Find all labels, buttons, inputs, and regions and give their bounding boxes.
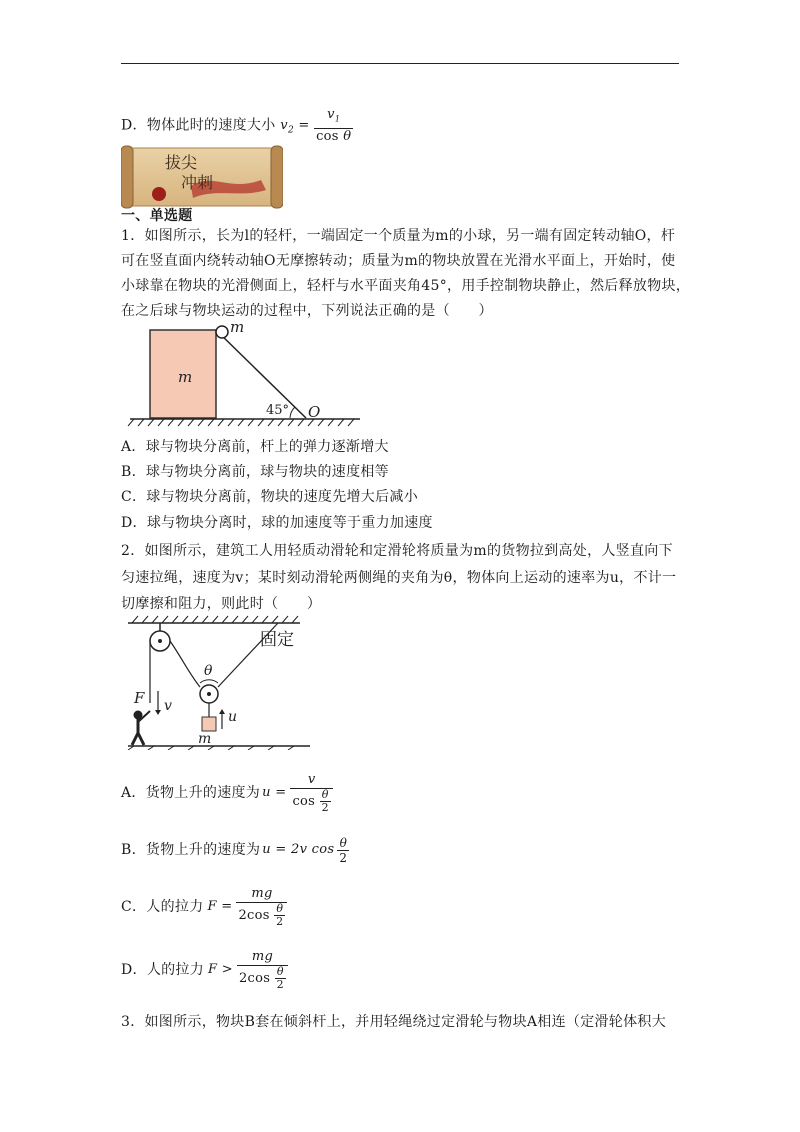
prev-option-d <box>121 107 353 145</box>
q2-option-d-den-den: 2 <box>276 978 284 991</box>
q2-line1: 2．如图所示，建筑工人用轻质动滑轮和定滑轮将质量为m的货物拉到高处，人竖直向下 <box>121 543 673 559</box>
q1-option-b: B．球与物块分离前，球与物块的速度相等 <box>121 464 389 480</box>
q2-option-d-lhs: F > <box>208 962 233 977</box>
q2-option-c-text: C．人的拉力 <box>121 899 204 915</box>
theta-label: θ <box>204 663 213 679</box>
formula-den-cos: cos <box>316 128 339 144</box>
q1-figure <box>120 320 370 430</box>
q2-option-c-lhs: F = <box>207 899 233 914</box>
q1-line3: 小球靠在物块的光滑侧面上，轻杆与水平面夹角45°，用手控制物块静止，然后释放物块， <box>121 278 691 294</box>
q2-option-a-den: cos <box>292 794 316 809</box>
q2-option-c <box>121 882 287 932</box>
q1-option-d: D．球与物块分离时，球的加速度等于重力加速度 <box>121 515 433 531</box>
scroll-icon <box>121 142 283 212</box>
formula-den-theta: θ <box>343 128 352 144</box>
worker-icon <box>132 711 150 745</box>
cargo <box>202 717 216 731</box>
pivot-label: O <box>308 403 321 421</box>
q2-option-a-text: A．货物上升的速度为 <box>121 785 261 801</box>
prev-option-d-label: D．物体此时的速度大小 <box>121 117 276 134</box>
formula-eq: = <box>298 118 310 134</box>
section-title: 一、单选题 <box>121 208 193 224</box>
rod-block-diagram <box>120 320 370 430</box>
v-label: v <box>164 698 172 714</box>
q1-option-c: C．球与物块分离前，物块的速度先增大后减小 <box>121 489 419 505</box>
q2-option-c-den-num: θ <box>274 903 285 916</box>
q2-option-d-frac <box>237 949 288 991</box>
prev-option-d-formula <box>280 107 353 144</box>
q2-option-a-frac <box>290 772 332 814</box>
ball-label: m <box>230 320 245 336</box>
q2-option-b-frac-den: 2 <box>339 850 348 865</box>
q2-option-b-frac-num: θ <box>337 836 349 851</box>
q2-option-d-den: 2cos <box>238 971 271 986</box>
header-rule <box>121 63 679 64</box>
angle-label: 45° <box>266 403 290 418</box>
q2-option-a <box>121 768 333 818</box>
q2-option-c-den: 2cos <box>238 908 270 923</box>
q1-line1: 1．如图所示，长为l的轻杆，一端固定一个质量为m的小球，另一端有固定转动轴O，杆 <box>121 228 676 244</box>
q2-option-b <box>121 830 349 870</box>
q2-option-d-text: D．人的拉力 <box>121 962 205 978</box>
q3-line1: 3．如图所示，物块B套在倾斜杆上，并用轻绳绕过定滑轮与物块A相连（定滑轮体积大 <box>121 1014 667 1030</box>
formula-sub-2: 2 <box>287 125 294 136</box>
banner-scroll <box>121 142 283 212</box>
q2-option-b-frac <box>337 836 349 865</box>
q2-option-d-den-num: θ <box>275 966 286 979</box>
angle-arc <box>290 407 295 418</box>
fixed-label: 固定 <box>260 630 294 650</box>
formula-fraction <box>314 107 353 145</box>
ceiling-hatch <box>132 616 298 623</box>
ball <box>216 326 228 338</box>
cargo-label: m <box>198 731 212 747</box>
q2-option-b-expr: u = 2v cos <box>262 842 335 857</box>
q2-line2: 匀速拉绳，速度为v；某时刻动滑轮两侧绳的夹角为θ，物体向上运动的速率为u，不计一 <box>121 570 677 586</box>
q2-option-a-den-den: 2 <box>321 801 329 814</box>
q2-option-d-num: mg <box>237 949 288 966</box>
formula-num: v <box>327 107 335 122</box>
q2-option-b-text: B．货物上升的速度为 <box>121 842 261 858</box>
q2-option-c-den-den: 2 <box>276 915 284 928</box>
q2-option-a-num: v <box>290 772 332 789</box>
q1-line4: 在之后球与物块运动的过程中，下列说法正确的是（ ） <box>121 303 493 319</box>
rod <box>216 330 306 418</box>
u-label: u <box>228 709 238 725</box>
banner-line1: 拔尖 <box>165 153 198 172</box>
q2-option-a-den-num: θ <box>320 789 331 802</box>
q1-option-a: A．球与物块分离前，杆上的弹力逐渐增大 <box>121 439 389 455</box>
rope-left <box>170 641 200 687</box>
pulley-diagram <box>120 615 320 750</box>
q2-option-c-num: mg <box>236 886 287 903</box>
block-label: m <box>178 368 193 386</box>
q2-option-d <box>121 945 288 995</box>
q2-figure <box>120 615 320 750</box>
formula-num-sub: 1 <box>334 114 341 124</box>
q2-option-a-lhs: u = <box>262 785 287 800</box>
q1-line2: 可在竖直面内绕转动轴O无摩擦转动；质量为m的物块放置在光滑水平面上，开始时，使 <box>121 253 676 269</box>
q2-line3: 切摩擦和阻力，则此时（ ） <box>121 596 322 612</box>
F-label: F <box>134 689 145 707</box>
banner-line2: 冲刺 <box>181 173 214 192</box>
theta-arc <box>200 680 218 683</box>
q2-option-c-frac <box>236 886 287 928</box>
formula-v: v <box>280 118 288 134</box>
